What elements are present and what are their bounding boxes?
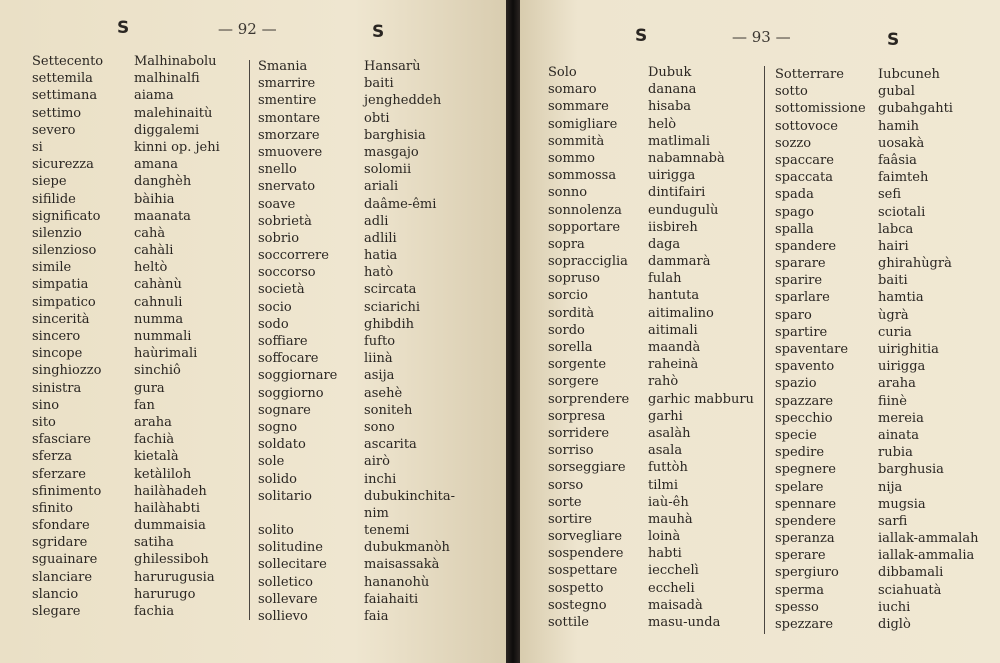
entry-translation: obti (364, 110, 390, 126)
entry-translation: satiha (134, 535, 174, 551)
entry-term: sotto (775, 84, 808, 100)
entry-translation: hailàhabti (134, 500, 201, 516)
entry-term: spezzare (775, 617, 834, 632)
entry-translation: iisbireh (648, 219, 698, 235)
entry-translation: baiti (878, 273, 908, 289)
entry-translation: Dubuk (648, 65, 692, 80)
entry-translation: kietalà (134, 449, 179, 465)
entry-term: sito (32, 414, 56, 430)
entry-term: settemila (32, 71, 93, 87)
entry-translation: tenemi (364, 523, 410, 539)
entry-term: sfasciare (32, 432, 92, 448)
entry-term: sortire (548, 511, 593, 527)
entry-term: specchio (775, 410, 833, 426)
entry-term: sognare (258, 402, 311, 418)
entry-translation: loinà (648, 529, 681, 545)
entry-translation: kinni op. jehi (134, 139, 220, 155)
entry-term: sfondare (32, 518, 90, 534)
entry-term: sopruso (548, 271, 600, 287)
italian-terms-column (32, 53, 103, 620)
entry-term: sottomissione (775, 101, 866, 117)
entry-term: spesso (775, 599, 819, 615)
entry-term: slegare (32, 604, 81, 619)
entry-term: spalla (775, 221, 814, 237)
entry-translation: bàihia (134, 191, 175, 207)
entry-translation: asehè (364, 385, 403, 401)
entry-term: soccorrere (258, 248, 329, 264)
entry-translation: uirigga (878, 359, 926, 375)
entry-translation: diggalemi (134, 122, 200, 138)
entry-translation: sarfi (878, 513, 908, 529)
entry-term: spelare (775, 479, 824, 495)
entry-term: sorgente (548, 357, 607, 373)
entry-term: simpatia (32, 277, 89, 293)
entry-term: sperare (775, 548, 826, 564)
entry-term: settimana (32, 88, 98, 104)
entry-translation: sefi (878, 187, 902, 203)
entry-translation: baiti (364, 76, 394, 92)
entry-term: sole (258, 454, 285, 470)
entry-term: sorridere (548, 425, 610, 441)
entry-term: specie (775, 427, 817, 443)
entry-translation: dintifairi (648, 185, 706, 201)
entry-translation: fufto (364, 334, 396, 349)
entry-translation: Iubcuneh (878, 67, 940, 82)
entry-term: sinistra (32, 380, 82, 396)
entry-translation: rahò (648, 374, 679, 390)
entry-term: sorseggiare (548, 460, 626, 476)
entry-translation: daâme-êmi (364, 196, 437, 212)
entry-translation: futtòh (648, 460, 688, 476)
entry-translation: faiahaiti (364, 591, 419, 607)
entry-translation: eundugulù (648, 202, 719, 218)
entry-translation: matlimali (648, 133, 711, 149)
entry-translation: harurugusia (134, 569, 215, 585)
entry-term: sommossa (548, 168, 617, 184)
entry-term: solitario (258, 488, 312, 504)
entry-translation: hatò (364, 265, 394, 281)
entry-term: spegnere (775, 462, 836, 478)
entry-translation: ainata (878, 427, 920, 443)
entry-translation: hantuta (648, 288, 700, 304)
entry-term: sgridare (32, 535, 88, 551)
entry-term: sparo (775, 307, 812, 323)
entry-term: sottovoce (775, 118, 838, 134)
translation-column-2 (364, 58, 455, 625)
entry-term: silenzio (32, 225, 82, 241)
entry-translation: iuchi (878, 599, 911, 615)
entry-translation: ghilessiboh (134, 552, 209, 568)
entry-term: spartire (775, 324, 828, 340)
entry-translation: maanata (134, 208, 191, 224)
entry-term: sollecitare (258, 557, 327, 573)
entry-term: sfinito (32, 500, 73, 516)
section-letter-right: S (372, 22, 385, 42)
entry-translation: eccheli (648, 580, 695, 596)
entry-translation: gubal (878, 84, 915, 100)
entry-translation: amana (134, 157, 178, 173)
italian-terms-column (548, 64, 629, 631)
column-divider (249, 60, 250, 620)
entry-translation: ghirahùgrà (878, 256, 952, 272)
entry-term (258, 505, 337, 522)
entry-translation: aiama (134, 88, 174, 104)
entry-term: si (32, 139, 43, 155)
entry-term: sonno (548, 185, 588, 201)
entry-translation: hananohù (364, 574, 430, 590)
entry-translation: gura (134, 380, 165, 396)
entry-translation: mereia (878, 410, 924, 426)
entry-translation: mugsia (878, 496, 926, 512)
entry-term: sospettare (548, 563, 618, 579)
entry-term: soccorso (258, 265, 316, 281)
entry-term: solitudine (258, 540, 323, 556)
entry-translation: sciahuatà (878, 582, 942, 598)
entry-term: spennare (775, 496, 837, 512)
entry-term: speranza (775, 531, 835, 547)
entry-translation: fiinè (878, 393, 907, 409)
entry-translation: asala (648, 443, 683, 459)
entry-term: soave (258, 196, 296, 212)
entry-term: sopra (548, 236, 585, 252)
entry-term: soldato (258, 437, 306, 453)
entry-term: sollevare (258, 591, 318, 607)
column-divider (764, 66, 765, 634)
section-letter-right: S (887, 30, 900, 50)
entry-translation: aitimali (648, 322, 698, 338)
page-number: — 92 — (218, 20, 277, 38)
entry-translation: malhinalfi (134, 71, 200, 87)
entry-term: sordo (548, 322, 585, 338)
entry-translation: sinchiô (134, 363, 181, 379)
entry-term: somigliare (548, 116, 618, 132)
entry-translation: tilmi (648, 477, 679, 493)
entry-translation: masgajo (364, 144, 419, 160)
entry-term: snervato (258, 179, 316, 195)
entry-translation: dummaisia (134, 518, 206, 534)
entry-term: silenzioso (32, 243, 97, 259)
entry-term: spaccata (775, 170, 834, 186)
section-letter-left: S (117, 18, 130, 38)
entry-translation: haùrimali (134, 346, 198, 362)
entry-translation: raheinà (648, 357, 699, 373)
entry-translation: asalàh (648, 425, 691, 441)
entry-translation: labca (878, 221, 914, 237)
entry-translation: barghisia (364, 127, 426, 143)
entry-term: sincero (32, 329, 81, 344)
entry-term: solletico (258, 574, 313, 590)
entry-term: sferzare (32, 466, 86, 482)
entry-translation: solomii (364, 162, 412, 178)
entry-term: sorso (548, 477, 584, 493)
entry-translation: nummali (134, 329, 192, 344)
entry-term: sorcio (548, 288, 588, 304)
entry-translation: harurugo (134, 586, 196, 602)
entry-translation: sono (364, 419, 395, 435)
entry-term: sorvegliare (548, 529, 623, 545)
entry-translation: cahà (134, 225, 166, 241)
entry-term: settimo (32, 105, 82, 121)
entry-term: spandere (775, 238, 837, 254)
entry-term: sostegno (548, 597, 607, 613)
entry-term: spergiuro (775, 565, 839, 581)
entry-translation: iallak-ammalia (878, 548, 975, 564)
entry-translation: rubia (878, 445, 913, 461)
entry-term: sorella (548, 340, 593, 355)
section-letter-left: S (635, 26, 648, 46)
entry-translation: soniteh (364, 402, 413, 418)
entry-term: sorpresa (548, 408, 606, 424)
entry-term: solido (258, 471, 297, 487)
entry-term: sonnolenza (548, 202, 622, 218)
entry-translation: hatia (364, 248, 398, 264)
entry-term: spaccare (775, 152, 834, 168)
entry-term: sguainare (32, 552, 98, 568)
entry-term: spaventare (775, 342, 849, 357)
entry-translation: iecchelì (648, 563, 699, 579)
entry-term: sopracciglia (548, 254, 628, 270)
entry-translation: maisassakà (364, 557, 440, 573)
entry-translation: gubahgahti (878, 101, 953, 117)
entry-translation: maandà (648, 340, 701, 355)
entry-term: soffocare (258, 351, 319, 367)
entry-term: spendere (775, 513, 836, 529)
entry-translation: iaù-êh (648, 494, 689, 510)
translation-column (648, 64, 754, 631)
entry-translation: heltò (134, 260, 168, 276)
entry-term: soggiorno (258, 385, 324, 401)
entry-translation: nim (364, 505, 389, 521)
right-page (520, 0, 1000, 663)
entry-term: sperma (775, 582, 824, 598)
entry-term: soffiare (258, 334, 308, 349)
entry-term: sottile (548, 615, 589, 630)
entry-term: sparire (775, 273, 823, 289)
entry-translation: danghèh (134, 174, 192, 190)
entry-translation: aitimalino (648, 305, 714, 321)
entry-translation: dibbamali (878, 565, 944, 581)
entry-translation: hamtia (878, 290, 924, 306)
entry-term: sicurezza (32, 157, 94, 173)
entry-term: sincope (32, 346, 83, 362)
entry-term: spada (775, 187, 814, 203)
entry-term: sollievo (258, 609, 308, 624)
entry-term: sorgere (548, 374, 599, 390)
entry-translation: scircata (364, 282, 417, 298)
entry-translation: danana (648, 82, 697, 98)
entry-term: Solo (548, 65, 577, 80)
entry-term: sodo (258, 316, 289, 332)
entry-translation: fulah (648, 271, 682, 287)
book-gutter (506, 0, 520, 663)
entry-translation: faimteh (878, 170, 929, 186)
entry-translation: cahàli (134, 243, 174, 259)
entry-translation: nabamnabà (648, 150, 725, 166)
entry-term: smuovere (258, 144, 323, 160)
translation-column (134, 53, 220, 620)
entry-translation: fachià (134, 432, 175, 448)
entry-translation: sciotali (878, 204, 926, 220)
entry-term: sfinimento (32, 483, 102, 499)
entry-translation: ketàliloh (134, 466, 192, 482)
entry-term: severo (32, 122, 76, 138)
entry-translation: uosakà (878, 135, 925, 151)
entry-translation: garhic mabburu (648, 391, 754, 407)
entry-translation: numma (134, 311, 184, 327)
entry-translation: liinà (364, 351, 393, 367)
entry-translation: hailàhadeh (134, 483, 207, 499)
entry-translation: uirighitia (878, 342, 939, 357)
entry-term: sincerità (32, 311, 90, 327)
entry-translation: dubukinchita- (364, 488, 455, 504)
entry-translation: adli (364, 213, 389, 229)
entry-term: sozzo (775, 135, 812, 151)
entry-translation: jengheddeh (364, 93, 442, 109)
entry-term: socio (258, 299, 292, 315)
entry-translation: faia (364, 609, 389, 624)
entry-term: sorriso (548, 443, 594, 459)
entry-term: smarrire (258, 76, 316, 92)
entry-translation: hamih (878, 118, 919, 134)
entry-translation: iallak-ammalah (878, 531, 979, 547)
entry-translation: inchi (364, 471, 397, 487)
entry-translation: araha (878, 376, 916, 392)
entry-translation: mauhà (648, 511, 693, 527)
entry-term: sogno (258, 419, 298, 435)
entry-term: sospendere (548, 546, 624, 562)
entry-translation: faâsia (878, 152, 917, 168)
entry-term: smorzare (258, 127, 320, 143)
italian-terms-column-2 (258, 58, 337, 625)
entry-translation: hairi (878, 238, 909, 254)
entry-term: smontare (258, 110, 321, 126)
translation-column-2 (878, 66, 978, 633)
entry-translation: habti (648, 546, 682, 562)
entry-term: simpatico (32, 294, 96, 310)
entry-term: spedire (775, 445, 825, 461)
entry-term: sopportare (548, 219, 621, 235)
entry-translation: hisaba (648, 99, 692, 115)
entry-translation: curia (878, 324, 912, 340)
entry-translation: Hansarù (364, 59, 421, 74)
entry-translation: ùgrà (878, 307, 909, 323)
italian-terms-column-2 (775, 66, 866, 633)
entry-term: sospetto (548, 580, 604, 596)
entry-translation: dammarà (648, 254, 711, 270)
entry-term: sorte (548, 494, 582, 510)
entry-term: significato (32, 208, 101, 224)
entry-term: sifilide (32, 191, 76, 207)
entry-term: sorprendere (548, 391, 630, 407)
entry-term: slanciare (32, 569, 93, 585)
entry-translation: nija (878, 479, 903, 495)
entry-term: solito (258, 523, 294, 539)
entry-term: sferza (32, 449, 72, 465)
entry-term: snello (258, 162, 297, 178)
entry-translation: airò (364, 454, 390, 470)
entry-term: siepe (32, 174, 67, 190)
entry-translation: helò (648, 116, 677, 132)
entry-translation: Malhinabolu (134, 54, 217, 69)
entry-term: soggiornare (258, 368, 338, 384)
entry-term: spazio (775, 376, 817, 392)
entry-translation: garhi (648, 408, 683, 424)
entry-translation: cahànù (134, 277, 182, 293)
entry-term: spazzare (775, 393, 834, 409)
entry-translation: fan (134, 397, 155, 413)
entry-translation: araha (134, 414, 172, 430)
entry-term: Settecento (32, 54, 104, 69)
entry-translation: fachia (134, 604, 175, 619)
entry-translation: ghibdih (364, 316, 415, 332)
entry-term: sobrio (258, 230, 300, 246)
entry-translation: barghusia (878, 462, 944, 478)
entry-term: società (258, 282, 305, 298)
entry-term: spago (775, 204, 814, 220)
entry-term: Sotterrare (775, 67, 844, 82)
entry-term: sobrietà (258, 213, 312, 229)
entry-translation: ascarita (364, 437, 417, 453)
entry-term: sommità (548, 133, 605, 149)
entry-translation: masu-unda (648, 615, 721, 630)
entry-term: sino (32, 397, 60, 413)
entry-translation: adlili (364, 230, 397, 246)
entry-term: somaro (548, 82, 597, 98)
entry-term: sordità (548, 305, 595, 321)
entry-translation: malehinaitù (134, 105, 213, 121)
entry-translation: asija (364, 368, 395, 384)
entry-translation: dubukmanòh (364, 540, 450, 556)
entry-term: sommo (548, 150, 595, 166)
entry-translation: ariali (364, 179, 399, 195)
page-number: — 93 — (732, 28, 791, 46)
entry-translation: daga (648, 236, 681, 252)
entry-translation: diglò (878, 617, 911, 632)
entry-translation: sciarichi (364, 299, 421, 315)
entry-translation: uirigga (648, 168, 696, 184)
entry-term: smentire (258, 93, 317, 109)
entry-translation: maisadà (648, 597, 703, 613)
entry-term: sommare (548, 99, 609, 115)
entry-term: spavento (775, 359, 835, 375)
entry-term: sparlare (775, 290, 830, 306)
entry-term: Smania (258, 59, 308, 74)
entry-term: simile (32, 260, 72, 276)
entry-translation: cahnuli (134, 294, 183, 310)
entry-term: sparare (775, 256, 826, 272)
entry-term: slancio (32, 586, 79, 602)
entry-term: singhiozzo (32, 363, 102, 379)
